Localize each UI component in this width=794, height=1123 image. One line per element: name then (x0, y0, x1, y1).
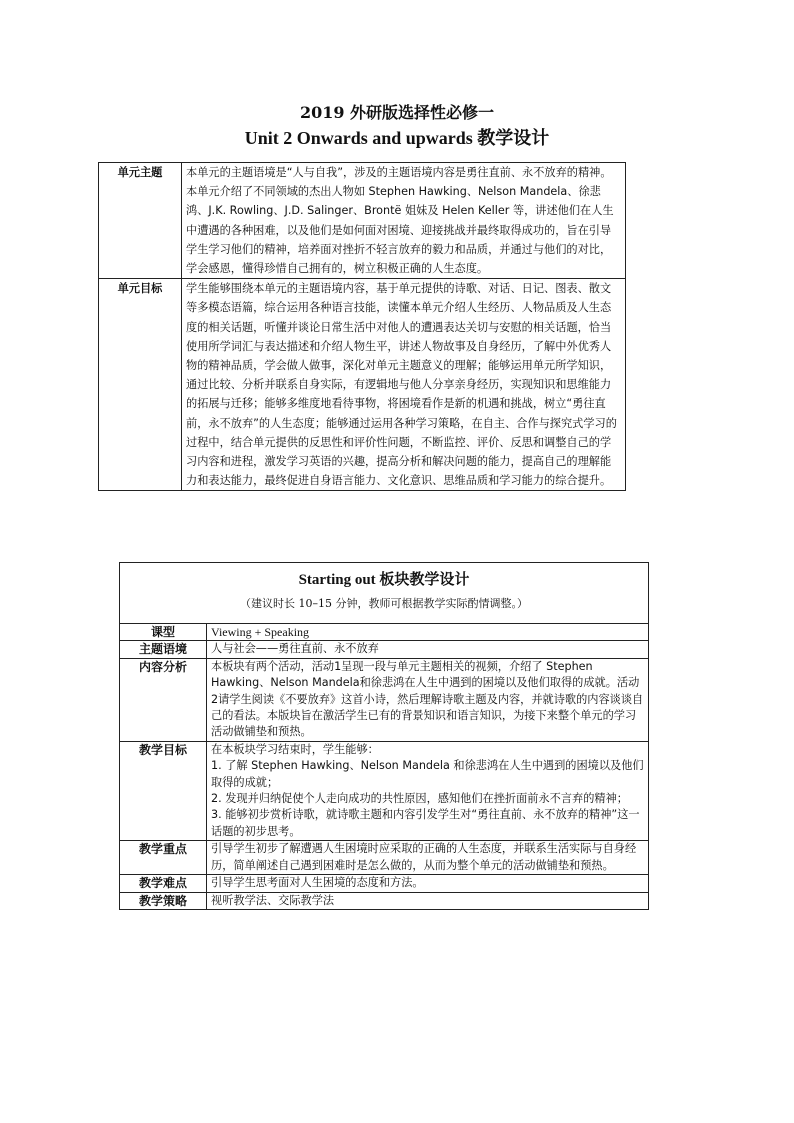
table-row (99, 279, 626, 491)
document-title: 2019 外研版选择性必修一 (299, 103, 495, 122)
teaching-focus-value: 引导学生初步了解遭遇人生困境时应采取的正确的人生态度，并联系生活实际与自身经历，简单阐述自己遇到困难时是怎么做的，从而为整个单元的活动做铺垫和预热。 (207, 841, 649, 875)
document-subtitle: Unit 2 Onwards and upwards 教学设计 (244, 128, 550, 148)
theme-context-value: 人与社会——勇往直前、永不放弃 (207, 641, 649, 658)
teaching-strategy-label: 教学策略 (120, 892, 207, 909)
unit-goals-label: 单元目标 (99, 279, 182, 491)
teaching-goals-intro: 在本板块学习结束时，学生能够： (211, 742, 379, 756)
table-row (120, 875, 649, 892)
unit-theme-label: 单元主题 (99, 163, 182, 279)
content-analysis-label: 内容分析 (120, 658, 207, 741)
table-row (120, 563, 649, 624)
teaching-strategy-value: 视听教学法、交际教学法 (207, 892, 649, 909)
lesson-title: Starting out 板块教学设计 (298, 572, 470, 588)
lesson-header-cell (120, 563, 649, 624)
teaching-goals-cell (207, 741, 649, 840)
content-analysis-value: 本板块有两个活动，活动1呈现一段与单元主题相关的视频，介绍了 Stephen Hawking、Nelson Mandela和徐悲鸿在人生中遇到的困境以及他们取得的成就。活动2请学生阅读《不要放弃》这首小诗，然后理解诗歌主题及内容，并就诗歌的内容谈谈自己的看法。本版块旨在激活学生已有的背景知识和语言知识，为接下来整个单元的学习活动做铺垫和预热。 (207, 658, 649, 741)
unit-goals-content: 学生能够围绕本单元的主题语境内容，基于单元提供的诗歌、对话、日记、图表、散文等多模态语篇，综合运用各种语言技能，读懂本单元介绍人生经历、人物品质及人生态度的相关话题，听懂并谈论日常生活中对他人的遭遇表达关切与安慰的相关话题，恰当使用所学词汇与表达描述和介绍人物生平，讲述人物故事及自身经历，了解中外优秀人物的精神品质，学会做人做事，深化对单元主题意义的理解；能够运用单元所学知识，通过比较、分析并联系自身实际，有逻辑地与他人分享亲身经历，实现知识和思维能力的拓展与迁移；能够多维度地看待事物，将困境看作是新的机遇和挑战，树立“勇往直前，永不放弃”的人生态度；能够通过运用各种学习策略，在自主、合作与探究式学习的过程中，结合单元提供的反思性和评价性问题，不断监控、评价、反思和调整自己的学习内容和进程，激发学习英语的兴趣，提高分析和解决问题的能力，提高自己的理解能力和表达能力，最终促进自身语言能力、文化意识、思维品质和学习能力的综合提升。 (182, 279, 626, 491)
table-row (120, 641, 649, 658)
teaching-goals-label: 教学目标 (120, 741, 207, 840)
table-row (99, 163, 626, 279)
teaching-goal-item: 2. 发现并归纳促使个人走向成功的共性原因，感知他们在挫折面前永不言弃的精神； (211, 792, 628, 806)
table-row (120, 658, 649, 741)
teaching-goal-item: 1. 了解 Stephen Hawking、Nelson Mandela 和徐悲鸿在人生中遇到的困境以及他们取得的成就； (211, 759, 644, 789)
lesson-type-label: 课型 (120, 624, 207, 641)
teaching-goal-item: 3. 能够初步赏析诗歌，就诗歌主题和内容引发学生对“勇往直前、永不放弃的精神”这一话题的初步思考。 (211, 808, 640, 838)
table-row (120, 624, 649, 641)
teaching-difficulty-label: 教学难点 (120, 875, 207, 892)
table-row (120, 741, 649, 840)
lesson-type-value: Viewing + Speaking (207, 624, 649, 641)
teaching-focus-label: 教学重点 (120, 841, 207, 875)
theme-context-label: 主题语境 (120, 641, 207, 658)
table-row (120, 892, 649, 909)
lesson-plan-table (119, 562, 649, 910)
table-row (120, 841, 649, 875)
unit-overview-table (98, 162, 626, 491)
unit-theme-content: 本单元的主题语境是“人与自我”，涉及的主题语境内容是勇往直前、永不放弃的精神。本单元介绍了不同领域的杰出人物如 Stephen Hawking、Nelson Mandela、徐悲鸿、J.K. Rowling、J.D. Salinger、Brontë 姐妹及 Helen Keller 等，讲述他们在人生中遭遇的各种困难，以及他们是如何面对困境、迎接挑战并最终取得成功的，旨在引导学生学习他们的精神，培养面对挫折不轻言放弃的毅力和品质，并通过与他们的对比，学会感恩，懂得珍惜自己拥有的，树立积极正确的人生态度。 (182, 163, 626, 279)
teaching-difficulty-value: 引导学生思考面对人生困境的态度和方法。 (207, 875, 649, 892)
lesson-duration-note: （建议时长 10–15 分钟，教师可根据教学实际酌情调整。） (240, 597, 528, 610)
